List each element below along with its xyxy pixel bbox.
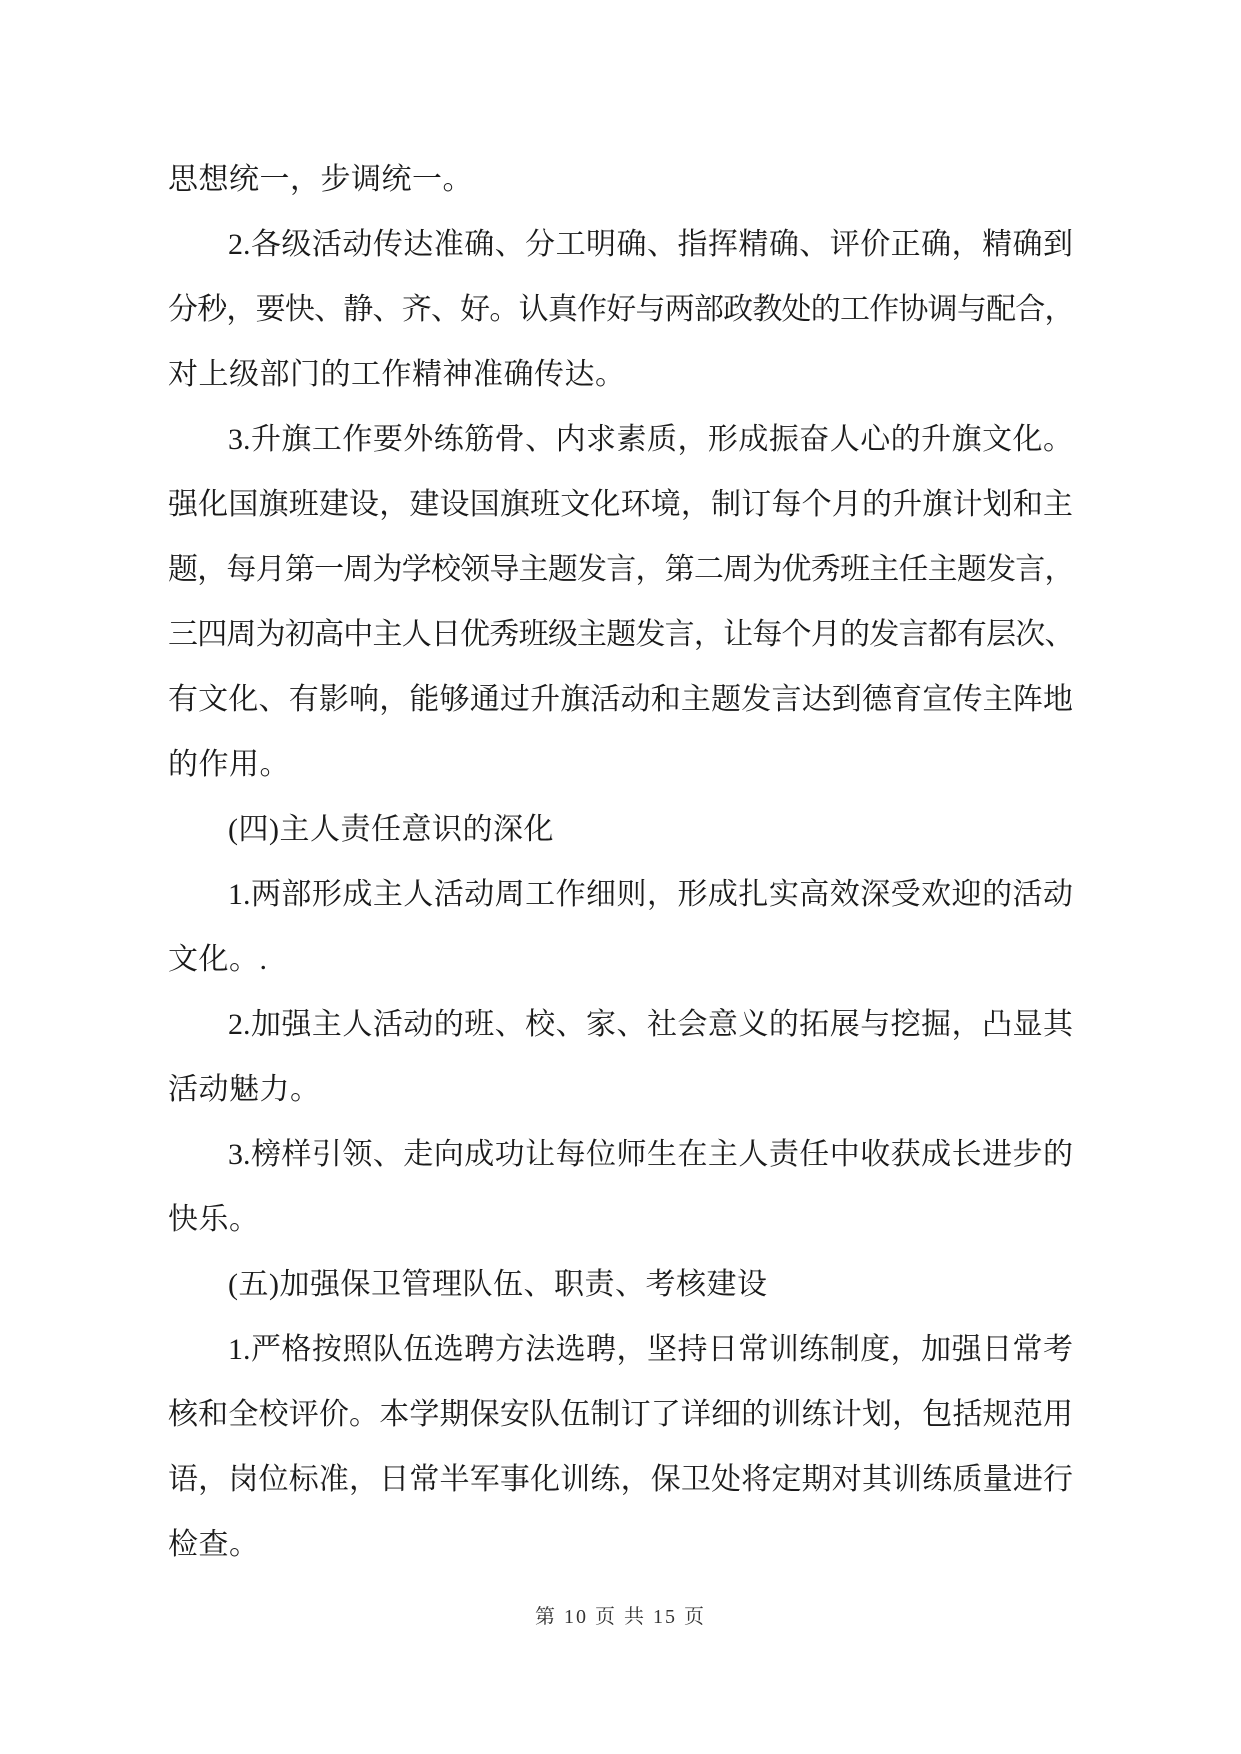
text-line: 三四周为初高中主人日优秀班级主题发言，让每个月的发言都有层次、 xyxy=(168,618,1073,651)
text-line: 2.加强主人活动的班、校、家、社会意义的拓展与挖掘，凸显其 xyxy=(228,1008,1073,1041)
text-line: 检查。 xyxy=(168,1528,260,1561)
document-body xyxy=(168,147,1073,1577)
text-line: 3.榜样引领、走向成功让每位师生在主人责任中收获成长进步的 xyxy=(228,1138,1073,1171)
text-line: 活动魅力。 xyxy=(168,1073,321,1106)
text-line: 的作用。 xyxy=(168,748,290,781)
text-line: 强化国旗班建设，建设国旗班文化环境，制订每个月的升旗计划和主 xyxy=(168,488,1073,521)
text-line: 对上级部门的工作精神准确传达。 xyxy=(168,358,626,391)
page-footer xyxy=(0,1600,1241,1634)
text-line: 有文化、有影响，能够通过升旗活动和主题发言达到德育宣传主阵地 xyxy=(168,683,1073,716)
text-line: 快乐。 xyxy=(168,1203,260,1236)
text-line: 1.两部形成主人活动周工作细则，形成扎实高效深受欢迎的活动 xyxy=(228,878,1073,911)
section-heading: (四)主人责任意识的深化 xyxy=(228,813,554,846)
text-line: 思想统一，步调统一。 xyxy=(168,163,473,196)
section-heading: (五)加强保卫管理队伍、职责、考核建设 xyxy=(228,1268,768,1301)
text-line: 3.升旗工作要外练筋骨、内求素质，形成振奋人心的升旗文化。 xyxy=(228,423,1073,456)
text-line: 文化。. xyxy=(168,943,268,976)
page-number: 第 10 页 共 15 页 xyxy=(535,1606,706,1628)
text-line: 分秒，要快、静、齐、好。认真作好与两部政教处的工作协调与配合， xyxy=(168,293,1073,326)
text-line: 语，岗位标准，日常半军事化训练，保卫处将定期对其训练质量进行 xyxy=(168,1463,1073,1496)
text-line: 2.各级活动传达准确、分工明确、指挥精确、评价正确，精确到 xyxy=(228,228,1073,261)
text-line: 题，每月第一周为学校领导主题发言，第二周为优秀班主任主题发言， xyxy=(168,553,1073,586)
text-line: 1.严格按照队伍选聘方法选聘，坚持日常训练制度，加强日常考 xyxy=(228,1333,1073,1366)
text-line: 核和全校评价。本学期保安队伍制订了详细的训练计划，包括规范用 xyxy=(168,1398,1073,1431)
